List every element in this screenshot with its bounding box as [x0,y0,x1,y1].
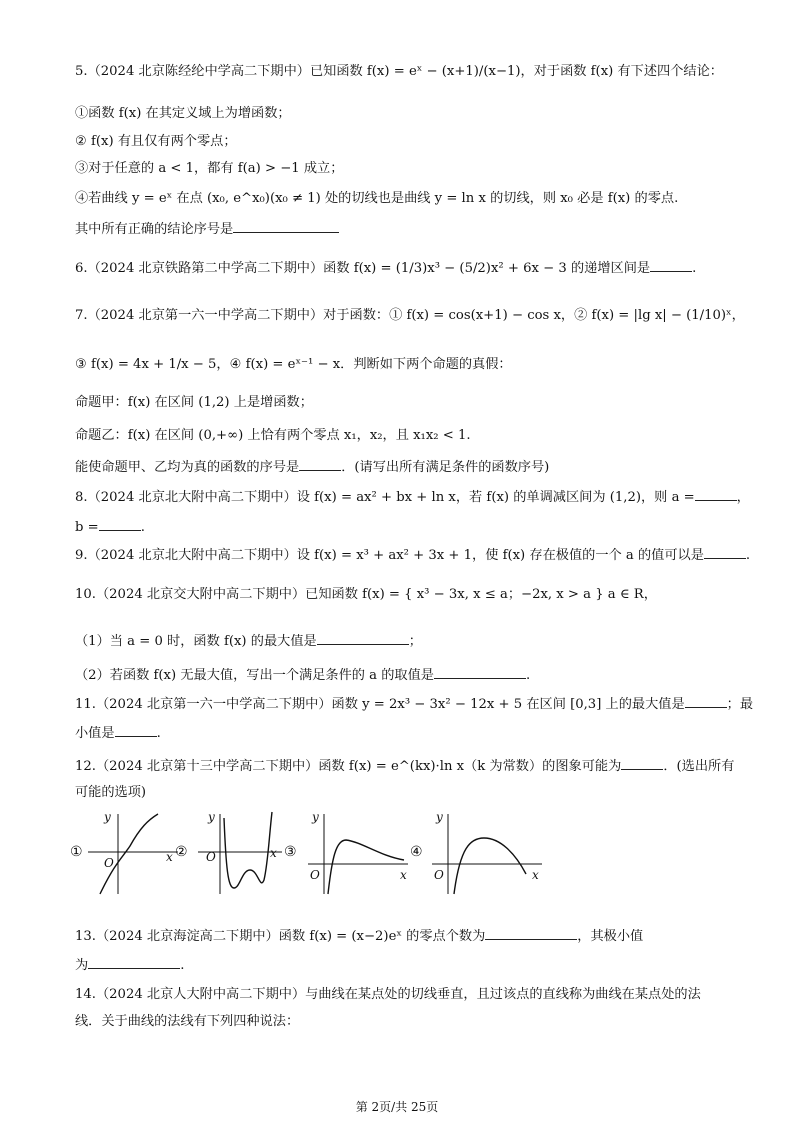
answer-blank[interactable] [88,954,180,969]
x-axis-label-2: x [270,846,277,860]
question-line-q8 [75,486,750,508]
x-axis-label-3: x [400,868,407,882]
question-line-q6 [75,257,696,279]
graph-options [70,808,550,898]
question-text-tail: ．(选出所有 [663,759,735,774]
question-line-q5d [75,189,678,209]
question-line-q7e [75,456,549,478]
question-text-tail: ； [408,634,422,649]
question-line-q10a [75,630,422,652]
question-text-tail: . [692,261,697,276]
question-line-q5e [75,218,339,240]
question-line-q9 [75,544,750,566]
question-line-q5c [75,159,343,179]
origin-label-4: O [434,868,444,882]
question-line-q13b [75,954,184,976]
question-text: 命题乙：f(x) 在区间 (0,+∞) 上恰有两个零点 x₁，x₂，且 x₁x₂ < 1. [75,428,471,443]
question-text: 11.（2024 北京第一六一中学高二下期中）函数 y = 2x³ − 3x² − 12x + 5 在区间 [0,3] 上的最大值是 [75,697,685,712]
question-line-q11 [75,693,753,715]
question-text: 13.（2024 北京海淀高二下期中）函数 f(x) = (x−2)eˣ 的零点个数为 [75,929,486,944]
question-text-tail: ．(请写出所有满足条件的函数序号) [341,460,550,475]
question-line-q8b [75,516,145,538]
y-axis-label-2: y [208,810,215,824]
answer-blank[interactable] [434,664,526,679]
question-text: ①函数 f(x) 在其定义域上为增函数； [75,106,291,121]
question-line-q7 [75,306,745,326]
question-line-q5b [75,132,237,152]
question-text-tail: . [525,668,531,683]
graph-1 [88,814,178,894]
question-line-q5a [75,104,291,124]
question-text: ② f(x) 有且仅有两个零点； [75,134,237,149]
y-axis-label-4: y [436,810,443,824]
question-text-tail: ；最 [726,697,754,712]
answer-blank[interactable] [317,630,409,645]
answer-blank[interactable] [485,925,577,940]
answer-blank[interactable] [299,456,341,471]
question-text: 10.（2024 北京交大附中高二下期中）已知函数 f(x) = { x³ − 3x, x ≤ a；−2x, x > a } a ∈ R， [75,587,657,602]
option-label-3: ③ [284,844,297,860]
question-line-q12 [75,755,734,777]
question-text-tail: . [140,520,145,535]
question-line-q7c [75,393,313,413]
origin-label-2: O [206,850,216,864]
question-text: ③对于任意的 a < 1，都有 f(a) > −1 成立； [75,161,344,176]
question-text: 12.（2024 北京第十三中学高二下期中）函数 f(x) = e^(kx)·ln x（k 为常数）的图象可能为 [75,759,622,774]
question-line-q7d [75,426,471,446]
question-text: 5.（2024 北京陈经纶中学高二下期中）已知函数 f(x) = eˣ − (x+1)/(x−1)，对于函数 f(x) 有下述四个结论： [75,64,723,79]
graph-3 [308,814,408,894]
answer-blank[interactable] [621,755,663,770]
question-text: （2）若函数 f(x) 无最大值，写出一个满足条件的 a 的取值是 [75,668,434,683]
option-label-2: ② [175,844,188,860]
answer-blank[interactable] [233,218,339,233]
option-label-4: ④ [410,844,423,860]
question-text-tail: ，其极小值 [577,929,644,944]
answer-blank[interactable] [650,257,692,272]
question-text: 6.（2024 北京铁路第二中学高二下期中）函数 f(x) = (1/3)x³ − (5/2)x² + 6x − 3 的递增区间是 [75,261,651,276]
x-axis-label-4: x [532,868,539,882]
question-line-q14 [75,985,701,1005]
question-text: 14.（2024 北京人大附中高二下期中）与曲线在某点处的切线垂直，且过该点的直线称为曲线在某点处的法 [75,987,701,1002]
question-text: b = [75,520,99,535]
question-line-q11b [75,722,161,744]
answer-blank[interactable] [685,693,727,708]
page-footer: 第 2页/共 25页 [355,1100,439,1114]
question-text-tail: . [156,726,161,741]
question-line-q10 [75,585,657,605]
question-text: 线．关于曲线的法线有下列四种说法： [75,1014,300,1029]
question-text: 命题甲：f(x) 在区间 (1,2) 上是增函数； [75,395,313,410]
graphs-svg [70,808,550,898]
question-text-tail: . [180,958,185,973]
question-line-q7b [75,355,512,375]
question-text: ④若曲线 y = eˣ 在点 (x₀, e^x₀)(x₀ ≠ 1) 处的切线也是曲线 y = ln x 的切线，则 x₀ 必是 f(x) 的零点. [75,191,679,206]
question-text-tail: ， [736,490,750,505]
answer-blank[interactable] [704,544,746,559]
question-line-q5 [75,62,723,82]
question-line-q10b [75,664,530,686]
question-line-q14b [75,1012,299,1032]
question-text: 8.（2024 北京北大附中高二下期中）设 f(x) = ax² + bx + ln x，若 f(x) 的单调减区间为 (1,2)，则 a = [75,490,695,505]
question-text: 9.（2024 北京北大附中高二下期中）设 f(x) = x³ + ax² + 3x + 1，使 f(x) 存在极值的一个 a 的值可以是 [75,548,704,563]
question-text: 能使命题甲、乙均为真的函数的序号是 [75,460,300,475]
question-text: ③ f(x) = 4x + 1/x − 5，④ f(x) = eˣ⁻¹ − x．判断如下两个命题的真假： [75,357,512,372]
x-axis-label-1: x [166,850,173,864]
question-text: 可能的选项) [75,785,147,800]
graph-4 [432,814,542,894]
y-axis-label-3: y [312,810,319,824]
question-text: 为 [75,958,89,973]
question-line-q13 [75,925,643,947]
question-text: （1）当 a = 0 时，函数 f(x) 的最大值是 [75,634,317,649]
answer-blank[interactable] [115,722,157,737]
origin-label-1: O [104,856,114,870]
question-text: 其中所有正确的结论序号是 [75,222,234,237]
question-text: 小值是 [75,726,115,741]
question-line-q12b [75,783,146,803]
option-label-1: ① [70,844,83,860]
origin-label-3: O [310,868,320,882]
answer-blank[interactable] [695,486,737,501]
y-axis-label-1: y [104,810,111,824]
question-text: 7.（2024 北京第一六一中学高二下期中）对于函数：① f(x) = cos(x+1) − cos x，② f(x) = |lg x| − (1/10)ˣ， [75,308,745,323]
answer-blank[interactable] [99,516,141,531]
question-text-tail: . [745,548,751,563]
